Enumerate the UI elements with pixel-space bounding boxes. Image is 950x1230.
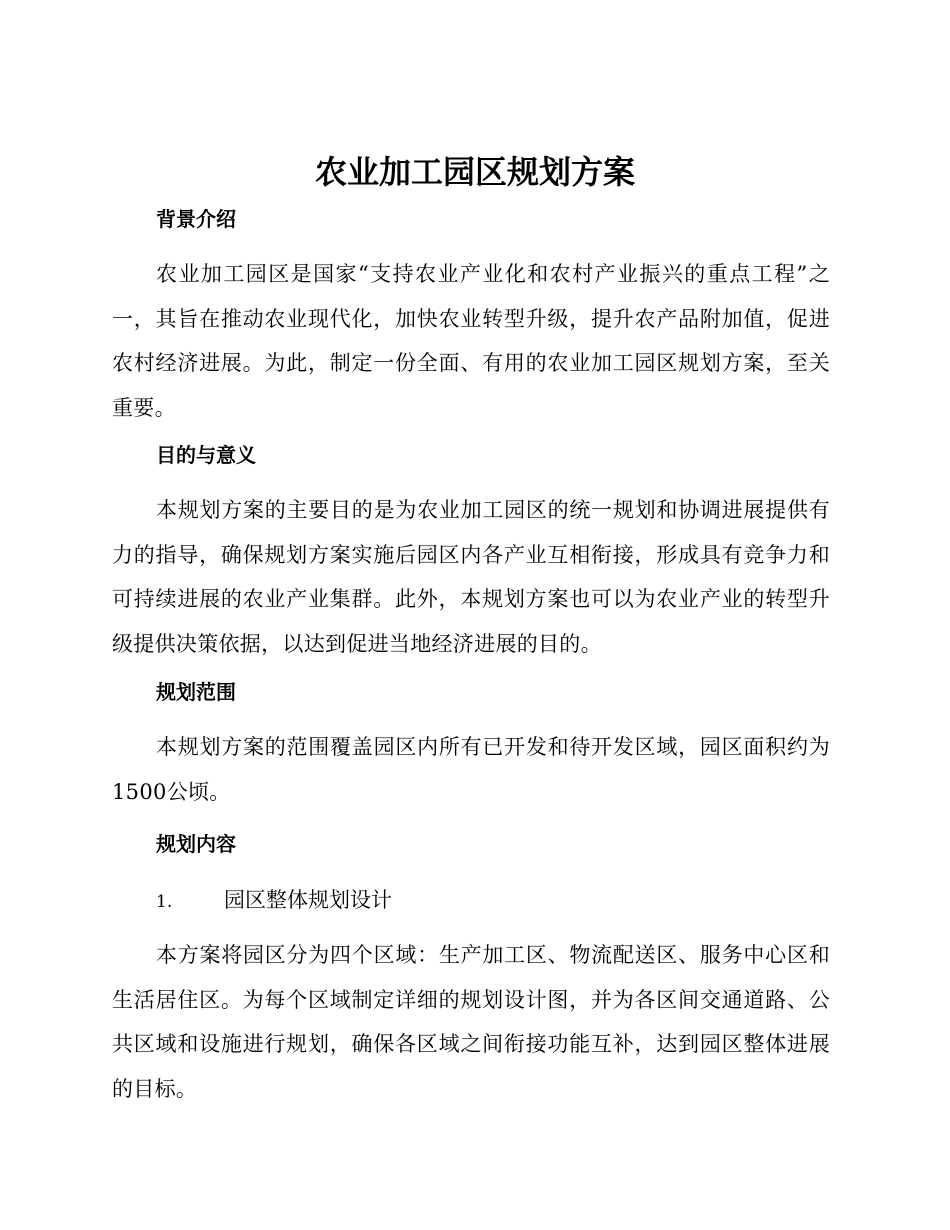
section-heading-content: 规划内容 <box>156 832 236 856</box>
list-item-text: 园区整体规划设计 <box>224 888 392 912</box>
list-item <box>156 883 836 919</box>
section-paragraph-content: 本方案将园区分为四个区域：生产加工区、物流配送区、服务中心区和生活居住区。为每个区域制定详细的规划设计图，并为各区间交通道路、公共区域和设施进行规划，确保各区域之间衔接功能互补，达到园区整体进展的目标。 <box>112 943 830 1101</box>
document-title: 农业加工园区规划方案 <box>314 153 635 191</box>
section-heading-scope: 规划范围 <box>156 680 236 704</box>
section-paragraph-purpose: 本规划方案的主要目的是为农业加工园区的统一规划和协调进展提供有力的指导，确保规划方案实施后园区内各产业互相衔接，形成具有竞争力和可持续进展的农业产业集群。此外，本规划方案也可以为农业产业的转型升级提供决策依据，以达到促进当地经济进展的目的。 <box>112 498 830 656</box>
list-item-number: 1. <box>156 892 173 912</box>
section-heading-background: 背景介绍 <box>156 207 236 231</box>
section-heading-purpose: 目的与意义 <box>156 443 256 467</box>
section-paragraph-background: 农业加工园区是国家“支持农业产业化和农村产业振兴的重点工程”之一，其旨在推动农业现代化，加快农业转型升级，提升农产品附加值，促进农村经济进展。为此，制定一份全面、有用的农业加工园区规划方案，至关重要。 <box>112 262 830 420</box>
section-paragraph-scope: 本规划方案的范围覆盖园区内所有已开发和待开发区域，园区面积约为1500公顷。 <box>112 735 830 804</box>
